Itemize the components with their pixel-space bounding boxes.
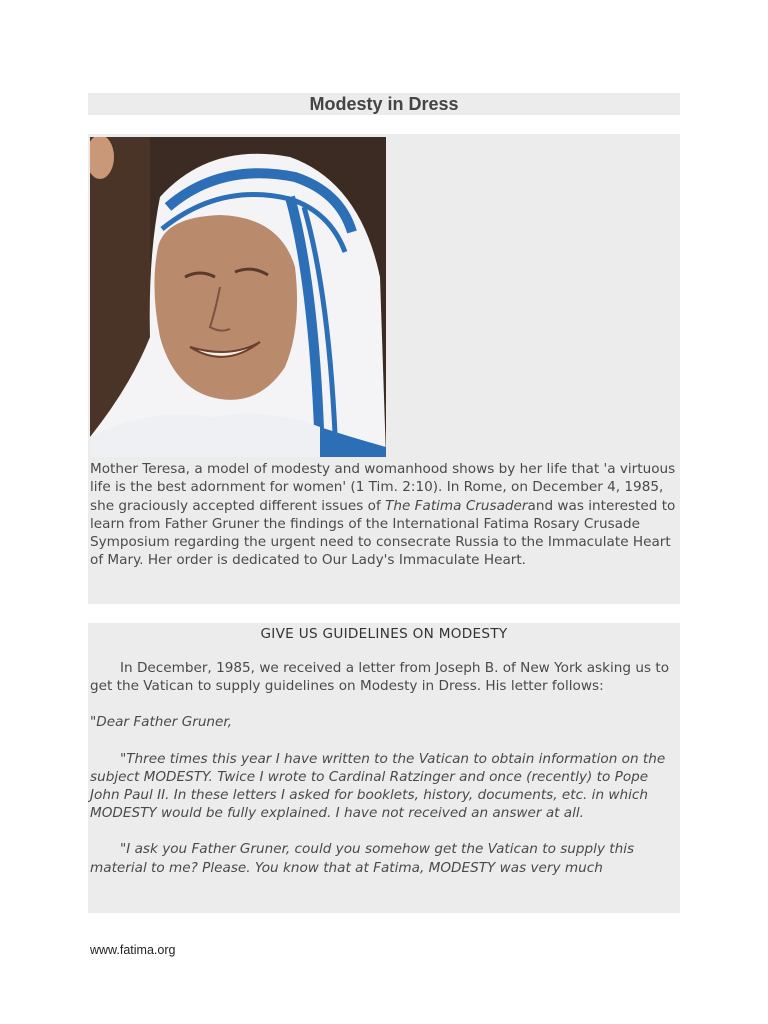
portrait-illustration bbox=[90, 137, 386, 457]
caption-text-1: Mother Teresa, a model of modesty and womanhood shows by her life that 'a virtuous life is the best adornment for women' (1 Tim. 2:10). In Rome, on December 4, 1985, she graciously accepted different issues of bbox=[90, 461, 676, 514]
title-bar bbox=[88, 93, 680, 115]
footer-website: www.fatima.org bbox=[90, 943, 176, 957]
caption-text-2: and was interested to learn from Father Gruner the findings of the International Fatima Rosary Crusade Symposium regarding the urgent need to consecrate Russia to the Immaculate Heart of Mary. Her order is dedicated to Our Lady's Immaculate Heart. bbox=[90, 497, 676, 569]
caption-publication-title: The Fatima Crusader bbox=[385, 497, 528, 514]
mother-teresa-photo bbox=[90, 137, 386, 457]
photo-panel bbox=[88, 134, 680, 604]
section-heading: GIVE US GUIDELINES ON MODESTY bbox=[260, 626, 508, 642]
letter-salutation: "Dear Father Gruner, bbox=[90, 714, 233, 731]
page-title: Modesty in Dress bbox=[309, 94, 459, 114]
article-paragraph: In December, 1985, we received a letter from Joseph B. of New York asking us to get the Vatican to supply guidelines on Modesty in Dress. His letter follows: bbox=[90, 660, 670, 695]
letter-paragraph: "I ask you Father Gruner, could you somehow get the Vatican to supply this material to me? Please. You know that at Fatima, MODESTY was very much bbox=[90, 841, 635, 876]
article-body bbox=[90, 659, 676, 895]
photo-caption bbox=[90, 460, 676, 570]
article-panel bbox=[88, 623, 680, 913]
letter-paragraph: "Three times this year I have written to the Vatican to obtain information on the subject MODESTY. Twice I wrote to Cardinal Ratzinger and once (recently) to Pope John Paul II. In these letters I asked for booklets, history, documents, etc. in which MODESTY would be fully explained. I have not received an answer at all. bbox=[90, 750, 666, 822]
